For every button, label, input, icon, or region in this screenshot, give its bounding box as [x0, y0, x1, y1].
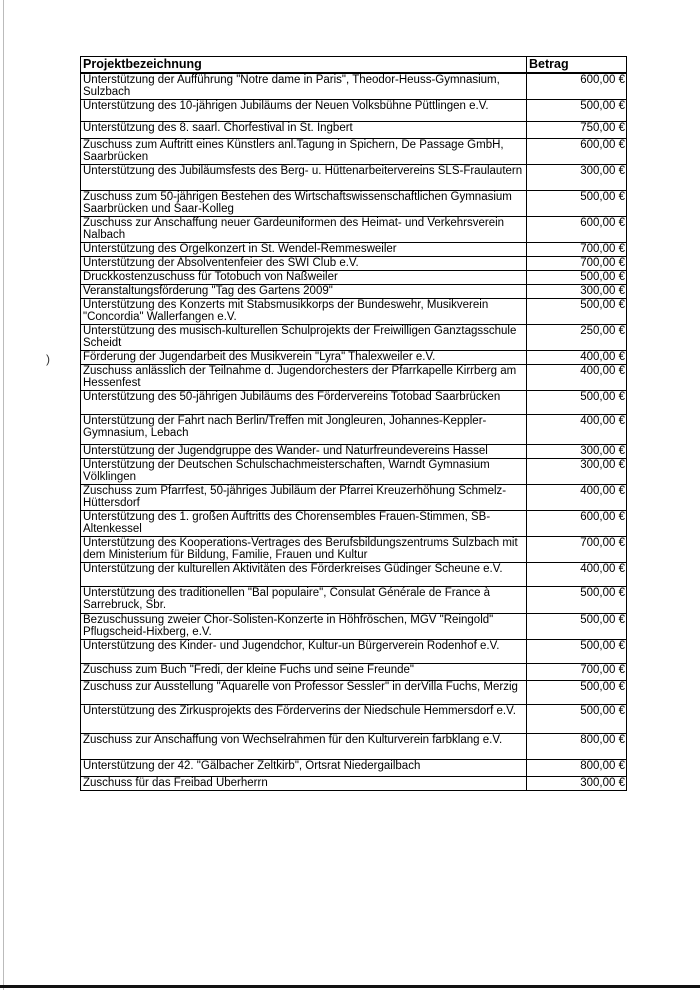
table-row: [81, 613, 627, 639]
project-description: Unterstützung der Absolventenfeier des SWI Club e.V.: [81, 256, 527, 270]
table-row: [81, 390, 627, 414]
project-description: Unterstützung der Fahrt nach Berlin/Treffen mit Jongleuren, Johannes-Keppler-Gymnasium, Lebach: [81, 414, 527, 444]
project-description: Zuschuss zur Anschaffung neuer Gardeuniformen des Heimat- und Verkehrsverein Nalbach: [81, 216, 527, 242]
project-amount: 500,00 €: [527, 586, 627, 613]
project-description: Unterstützung des Zirkusprojekts des Förderverins der Niedschule Hemmersdorf e.V.: [81, 704, 527, 733]
project-amount: 600,00 €: [527, 73, 627, 99]
project-amount: 500,00 €: [527, 270, 627, 284]
project-amount: 500,00 €: [527, 680, 627, 704]
project-description: Unterstützung des musisch-kulturellen Schulprojekts der Freiwilligen Ganztagsschule Scheidt: [81, 324, 527, 350]
project-description: Bezuschussung zweier Chor-Solisten-Konzerte in Höhfröschen, MGV "Reingold" Pflugscheid-Hixberg, e.V.: [81, 613, 527, 639]
table-row: [81, 242, 627, 256]
table-row: [81, 364, 627, 390]
project-amount: 800,00 €: [527, 759, 627, 776]
project-amount: 500,00 €: [527, 639, 627, 663]
project-description: Förderung der Jugendarbeit des Musikverein "Lyra" Thalexweiler e.V.: [81, 350, 527, 364]
table-row: [81, 414, 627, 444]
project-description: Zuschuss für das Freibad Überherrn: [81, 776, 527, 790]
table-row: [81, 510, 627, 536]
project-amount: 400,00 €: [527, 414, 627, 444]
funding-table: [80, 56, 627, 791]
project-description: Unterstützung des 1. großen Auftritts des Chorensembles Frauen-Stimmen, SB-Altenkessel: [81, 510, 527, 536]
project-description: Unterstützung des 50-jährigen Jubiläums des Fördervereins Totobad Saarbrücken: [81, 390, 527, 414]
table-row: [81, 704, 627, 733]
project-amount: 500,00 €: [527, 298, 627, 324]
table-row: [81, 73, 627, 99]
table-row: [81, 138, 627, 164]
project-description: Unterstützung der Jugendgruppe des Wander- und Naturfreundevereins Hassel: [81, 444, 527, 458]
table-row: [81, 270, 627, 284]
project-amount: 500,00 €: [527, 390, 627, 414]
project-amount: 700,00 €: [527, 256, 627, 270]
table-row: [81, 284, 627, 298]
project-description: Zuschuss zum 50-jährigen Bestehen des Wirtschaftswissenschaftlichen Gymnasium Saarbrücken und Saar-Kolleg: [81, 190, 527, 216]
table-row: [81, 256, 627, 270]
project-amount: 750,00 €: [527, 121, 627, 138]
table-row: [81, 298, 627, 324]
table-row: [81, 99, 627, 121]
scan-bottom-edge: [0, 985, 700, 988]
table-header-row: [81, 57, 627, 74]
project-amount: 400,00 €: [527, 562, 627, 586]
project-description: Zuschuss zur Ausstellung "Aquarelle von Professor Sessler" in derVilla Fuchs, Merzig: [81, 680, 527, 704]
header-project: Projektbezeichnung: [81, 57, 527, 74]
project-description: Unterstützung des Kinder- und Jugendchor, Kultur-un Bürgerverein Rodenhof e.V.: [81, 639, 527, 663]
project-description: Unterstützung des Jubiläumsfests des Berg- u. Hüttenarbeitervereins SLS-Fraulautern: [81, 164, 527, 190]
project-description: Unterstützung des 8. saarl. Chorfestival in St. Ingbert: [81, 121, 527, 138]
project-description: Unterstützung der 42. "Gälbacher Zeltkirb", Ortsrat Niedergailbach: [81, 759, 527, 776]
project-description: Unterstützung der Aufführung "Notre dame in Paris", Theodor-Heuss-Gymnasium, Sulzbach: [81, 73, 527, 99]
project-description: Zuschuss zum Buch "Fredi, der kleine Fuchs und seine Freunde": [81, 663, 527, 680]
project-description: Veranstaltungsförderung "Tag des Gartens 2009": [81, 284, 527, 298]
table-row: [81, 484, 627, 510]
project-amount: 400,00 €: [527, 350, 627, 364]
project-description: Zuschuss zur Anschaffung von Wechselrahmen für den Kulturverein farbklang e.V.: [81, 733, 527, 759]
table-row: [81, 121, 627, 138]
project-amount: 500,00 €: [527, 190, 627, 216]
project-amount: 500,00 €: [527, 613, 627, 639]
project-amount: 300,00 €: [527, 444, 627, 458]
project-description: Unterstützung des Konzerts mit Stabsmusikkorps der Bundeswehr, Musikverein "Concordia" Wallerfangen e.V.: [81, 298, 527, 324]
project-amount: 700,00 €: [527, 242, 627, 256]
table-row: [81, 444, 627, 458]
project-description: Unterstützung des traditionellen "Bal populaire", Consulat Générale de France à Sarrebruck, Sbr.: [81, 586, 527, 613]
table-row: [81, 216, 627, 242]
project-amount: 800,00 €: [527, 733, 627, 759]
project-description: Zuschuss anlässlich der Teilnahme d. Jugendorchesters der Pfarrkapelle Kirrberg am Hessenfest: [81, 364, 527, 390]
project-amount: 400,00 €: [527, 364, 627, 390]
project-amount: 600,00 €: [527, 510, 627, 536]
table-row: [81, 458, 627, 484]
project-amount: 300,00 €: [527, 164, 627, 190]
project-description: Unterstützung der kulturellen Aktivitäten des Förderkreises Güdinger Scheune e.V.: [81, 562, 527, 586]
table-row: [81, 663, 627, 680]
project-amount: 600,00 €: [527, 216, 627, 242]
project-description: Unterstützung des 10-jährigen Jubiläums der Neuen Volksbühne Püttlingen e.V.: [81, 99, 527, 121]
header-amount: Betrag: [527, 57, 627, 74]
project-amount: 700,00 €: [527, 663, 627, 680]
project-description: Unterstützung des Kooperations-Vertrages des Berufsbildungszentrums Sulzbach mit dem Ministerium für Bildung, Familie, Frauen und Kultur: [81, 536, 527, 562]
margin-mark: ): [46, 352, 50, 366]
table-row: [81, 350, 627, 364]
project-description: Unterstützung des Orgelkonzert in St. Wendel-Remmesweiler: [81, 242, 527, 256]
project-description: Zuschuss zum Pfarrfest, 50-jähriges Jubiläum der Pfarrei Kreuzerhöhung Schmelz-Hüttersdorf: [81, 484, 527, 510]
table-row: [81, 164, 627, 190]
project-amount: 600,00 €: [527, 138, 627, 164]
scan-edge-line: [3, 0, 4, 990]
table-row: [81, 680, 627, 704]
project-amount: 400,00 €: [527, 484, 627, 510]
project-amount: 500,00 €: [527, 99, 627, 121]
table-row: [81, 776, 627, 790]
table-row: [81, 324, 627, 350]
table-row: [81, 586, 627, 613]
project-description: Druckkostenzuschuss für Totobuch von Naßweiler: [81, 270, 527, 284]
table-row: [81, 759, 627, 776]
project-amount: 300,00 €: [527, 458, 627, 484]
project-description: Unterstützung der Deutschen Schulschachmeisterschaften, Warndt Gymnasium Völklingen: [81, 458, 527, 484]
project-amount: 700,00 €: [527, 536, 627, 562]
project-amount: 300,00 €: [527, 284, 627, 298]
table-row: [81, 733, 627, 759]
project-description: Zuschuss zum Auftritt eines Künstlers anl.Tagung in Spichern, De Passage GmbH, Saarbrücken: [81, 138, 527, 164]
project-amount: 300,00 €: [527, 776, 627, 790]
project-amount: 500,00 €: [527, 704, 627, 733]
table-row: [81, 190, 627, 216]
table-row: [81, 639, 627, 663]
table-row: [81, 536, 627, 562]
project-amount: 250,00 €: [527, 324, 627, 350]
table-row: [81, 562, 627, 586]
